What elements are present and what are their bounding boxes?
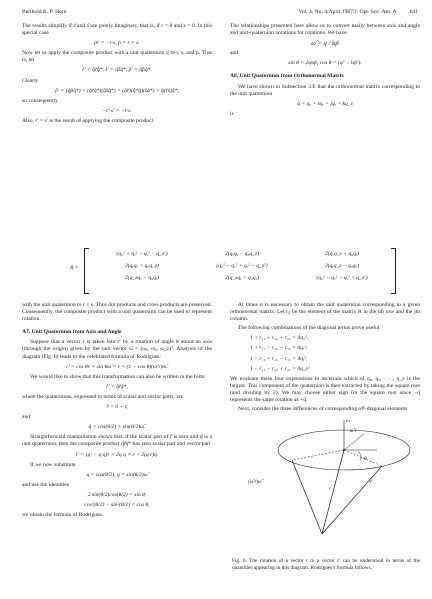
column-left-bottom — [22, 302, 212, 521]
paragraph: Also, r′ × s′ is the result of applying the composite product — [22, 117, 154, 124]
label-r-prime: r′ — [370, 479, 374, 485]
matrix-cell: (q₀² − qₓ² + qᵧ² − q_z²) — [216, 263, 268, 269]
theta-arc — [358, 451, 361, 460]
paragraph: with the unit quaternion to r × s. Thus dot products and cross products are preserved. Consequently, the composite product with a unit quaternion can be used to represent rotation. — [22, 302, 212, 323]
vector-r-line — [292, 460, 322, 534]
omega-cross-r — [344, 434, 364, 450]
matrix-cell: (q₀² + qₓ² − qᵧ² − q_z²) — [116, 251, 168, 257]
column-right-top — [230, 23, 420, 120]
paragraph: is — [230, 110, 234, 117]
paragraph: Now let us apply the composite product with a unit quaternion q̊ to r, s, and p. That is, let — [22, 50, 212, 64]
column-right-bottom — [230, 302, 420, 415]
matrix-cell: 2(qₓq_z + q₀qᵧ) — [324, 251, 360, 257]
matrix-period: . — [398, 285, 400, 291]
paragraph: The relationships presented here allow us to convert easily between axis and angle and unit-quaternion notations for rotations. We have — [230, 23, 420, 37]
paragraph: At times it is necessary to obtain the unit quaternion corresponding to a given orthonormal matrix. Let rᵢⱼ be the element of the matrix R in the ith row and the jth column. — [230, 302, 420, 323]
equation: q̊ = q₀ + iqₓ + jqᵧ + kq_z — [297, 100, 353, 107]
figure-caption: Fig. 6. The rotation of a vector r to a vector r′ can be understood in terms of the quantities appearing in this diagram. Rodrigues's formula follows. — [232, 558, 420, 571]
paragraph: so consequently — [22, 97, 58, 104]
section-heading-a8: A8. Unit Quaternion from Orthonormal Matrix — [230, 73, 344, 80]
equation: cos²(θ/2) − sin²(θ/2) = cos θ, — [84, 501, 150, 508]
matrix-cell: 2(qᵧqₓ + q₀q_z) — [124, 263, 160, 269]
paragraph: where the quaternions, expressed in terms of scalar and vector parts, are — [22, 393, 184, 400]
radial-r — [292, 450, 344, 460]
journal-citation: Vol. 4, No. 4/April 1987/J. Opt. Soc. Am. A — [298, 9, 397, 15]
radial-r-prime — [344, 450, 382, 466]
label-projection: (ω̂·r)ω̂ — [248, 480, 262, 485]
equation: ω̂ = q / ‖q‖ — [311, 40, 339, 48]
running-header-author: Berthold K. P. Horn — [22, 9, 67, 15]
paragraph: The following combinations of the diagonal terms prove useful: — [238, 325, 381, 332]
section-heading-a7: A7. Unit Quaternion from Axis and Angle — [22, 329, 122, 336]
paragraph: we obtain the formula of Rodrigues. — [22, 512, 104, 519]
equation: r̊′ = q̊r̊q̊*, — [106, 383, 128, 390]
paragraph: and — [230, 50, 239, 57]
equation: pr = −r·s, p = r × s. — [94, 40, 140, 47]
circle-center — [343, 449, 345, 451]
matrix-label: R = — [70, 265, 79, 271]
paragraph: If we now substitute — [30, 461, 76, 468]
matrix-cell: 2(qₓqᵧ − q₀q_z) — [224, 251, 260, 257]
equation: p̊′ = (q̊p̊q̊*) = (q̊r̊q̊*)(q̊s̊q̊*) = (q̊r̊)(q̊*q̊)(s̊q̊*) = q̊(r̊s̊)q̊*, — [55, 87, 179, 94]
equation: 1 + r₁₁ + r₂₂ + r₃₃ = 4q₀², — [250, 335, 308, 342]
paragraph: We have shown in Subsection 3.E that the orthonormal matrix corresponding to the unit quaternion — [230, 83, 420, 97]
equation: 1 − r₁₁ + r₂₂ − r₃₃ = 4qᵧ², — [250, 355, 308, 362]
page-number: 641 — [409, 9, 418, 15]
matrix-cell: 2(q_zqᵧ + q₀qₓ) — [224, 275, 260, 281]
matrix-cell: 2(qᵧq_z − q₀qₓ) — [324, 263, 360, 269]
label-r: r — [329, 486, 332, 492]
matrix-bracket-left — [84, 248, 89, 294]
label-omega-hat: ω̂·r — [350, 429, 357, 434]
label-theta: θ — [364, 456, 367, 462]
matrix-bracket-right — [391, 248, 396, 294]
running-header-journal — [299, 9, 418, 15]
equation: r̊′ = q̊r̊q̊*, s̊′ = q̊s̊q̊*, p̊′ = q̊p̊q̊*. — [82, 67, 152, 74]
matrix-cells — [92, 251, 392, 281]
equation: sin θ = 2q‖q‖, cos θ = (q² − ‖q‖²). — [288, 60, 362, 67]
paragraph: and — [22, 414, 31, 421]
paragraph: Straightforward manipulation shows that, if the scalar part of r̊ is zero and q̊ is a unit quaternion, then the composite product q̊r̊q̊* has zero scalar part and vector part — [22, 434, 212, 448]
matrix-cell: 2(q_zqₓ − q₀qᵧ) — [124, 275, 160, 281]
paragraph: The results simplify if r̊ and s̊ are purely imaginary, that is, if r = 0 and s = 0. In this special case — [22, 23, 212, 37]
column-left-top — [22, 23, 212, 127]
equation: r̊ = 0 + r, — [106, 404, 128, 411]
paragraph: Clearly — [22, 77, 39, 84]
paragraph: and use the identities — [22, 481, 70, 488]
matrix-cell: (q₀² − qₓ² − qᵧ² + q_z²) — [316, 275, 368, 281]
equation: 1 − r₁₁ − r₂₂ + r₃₃ = 4q_z². — [250, 365, 311, 372]
rotation-diagram — [232, 410, 418, 540]
paragraph: Suppose that a vector r is taken into r′ by a rotation of angle θ about an axis (through the origin) given by the unit vector ω̂ = (ωₓ, ωᵧ, ω_z)ᵀ. Analysis of the diagram (Fig. 6) leads to the celebrated formula of Rodrigues: — [22, 339, 212, 360]
equation: r′ = cos θr + sin θω̂ × r + (1 − cos θ)(ω̂·r)ω̂. — [66, 363, 168, 370]
equation: 2 sin(θ/2)cos(θ/2) = sin θ, — [87, 491, 147, 498]
equation: q = cos(θ/2), q = sin(θ/2)ω̂ — [86, 471, 148, 478]
equation: q̊ = cos(θ/2) + sin(θ/2)ω̂. — [88, 424, 146, 431]
paragraph: Next, consider the three differences of corresponding off-diagonal elements — [238, 406, 408, 413]
rotation-matrix — [70, 248, 400, 292]
label-omega: ω — [346, 418, 350, 424]
equation: 1 + r₁₁ − r₂₂ − r₃₃ = 4qₓ², — [250, 345, 308, 352]
equation: −r′·s′ = −r·s. — [102, 107, 132, 114]
paragraph: We would like to show that this transformation can also be written in the form — [30, 373, 205, 380]
figure-6 — [232, 410, 418, 560]
equation: r′ = (q² − q·q)r + 2q q × r + 2(q·r)q. — [75, 451, 159, 458]
paragraph: We evaluate these four expressions to ascertain which of q₀, qₓ, . . ., q_z is the largest. This component of the quaternion is then extracted by taking the square root (and dividing by 2). We may choose either sign for the square root since −q̊ represents the same rotation as +q̊. — [230, 375, 420, 404]
